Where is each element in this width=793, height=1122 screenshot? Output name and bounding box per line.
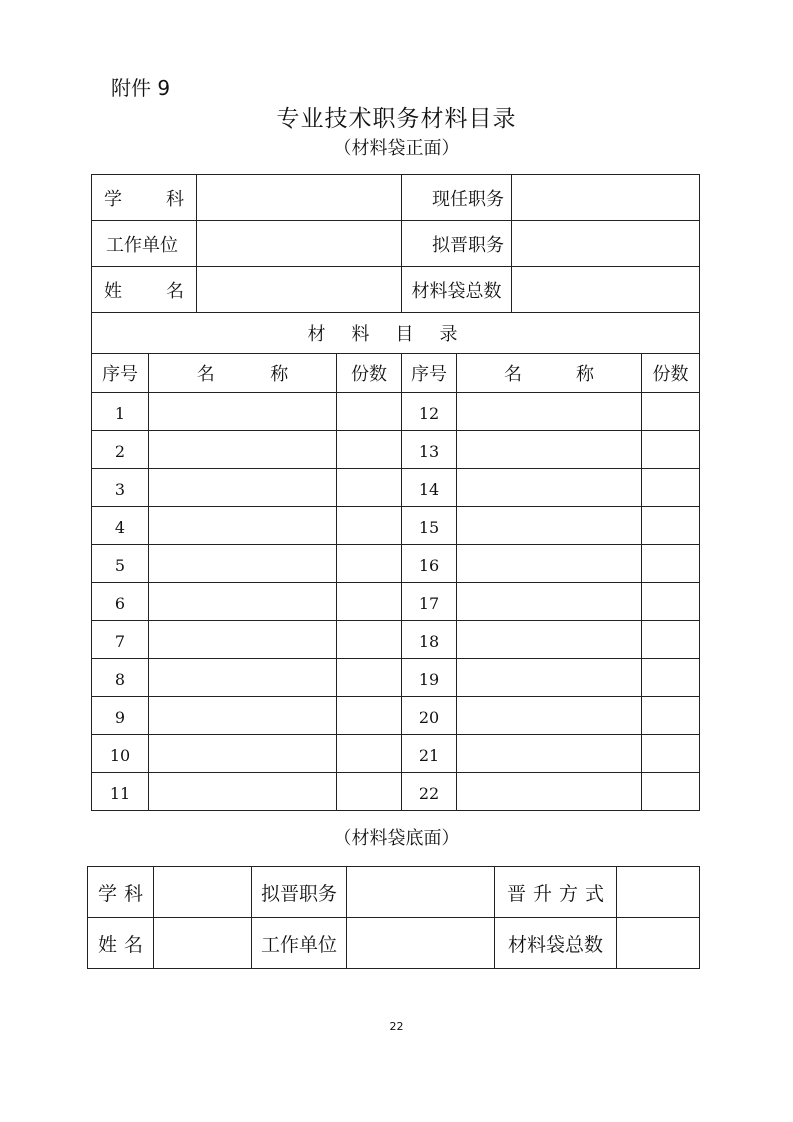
copies-right[interactable]	[642, 697, 700, 735]
material-name-left[interactable]	[149, 697, 337, 735]
copies-left[interactable]	[337, 507, 402, 545]
bag-total-label: 材料袋总数	[402, 267, 512, 313]
attachment-label: 附件 9	[111, 76, 171, 100]
subject-value[interactable]	[197, 175, 402, 221]
material-name-right[interactable]	[457, 583, 642, 621]
seq-right: 21	[402, 735, 457, 773]
material-name-left[interactable]	[149, 507, 337, 545]
back-work-unit-value[interactable]	[347, 918, 495, 969]
copies-right[interactable]	[642, 507, 700, 545]
copies-right[interactable]	[642, 583, 700, 621]
material-name-right[interactable]	[457, 469, 642, 507]
col-copies-right: 份数	[642, 354, 700, 393]
list-row	[92, 735, 700, 773]
material-name-right[interactable]	[457, 507, 642, 545]
material-name-right[interactable]	[457, 659, 642, 697]
name-value[interactable]	[197, 267, 402, 313]
copies-left[interactable]	[337, 545, 402, 583]
seq-right: 16	[402, 545, 457, 583]
seq-left: 5	[92, 545, 149, 583]
copies-left[interactable]	[337, 431, 402, 469]
seq-right: 22	[402, 773, 457, 811]
document-title: 专业技术职务材料目录	[276, 106, 517, 132]
front-table	[91, 174, 700, 811]
seq-left: 11	[92, 773, 149, 811]
subject-label: 学 科	[92, 175, 197, 221]
seq-right: 17	[402, 583, 457, 621]
material-name-left[interactable]	[149, 773, 337, 811]
promotion-method-label: 晋 升 方 式	[495, 867, 617, 918]
back-row-2	[88, 918, 700, 969]
seq-left: 1	[92, 393, 149, 431]
copies-right[interactable]	[642, 621, 700, 659]
seq-left: 4	[92, 507, 149, 545]
back-subject-value[interactable]	[154, 867, 252, 918]
material-name-right[interactable]	[457, 735, 642, 773]
seq-right: 18	[402, 621, 457, 659]
copies-right[interactable]	[642, 659, 700, 697]
material-name-left[interactable]	[149, 583, 337, 621]
header-row	[92, 354, 700, 393]
front-caption: （材料袋正面）	[333, 138, 460, 159]
material-name-right[interactable]	[457, 431, 642, 469]
seq-left: 3	[92, 469, 149, 507]
promotion-method-value[interactable]	[617, 867, 700, 918]
list-row	[92, 659, 700, 697]
back-proposed-position-label: 拟晋职务	[252, 867, 347, 918]
seq-left: 6	[92, 583, 149, 621]
info-row-unit	[92, 221, 700, 267]
copies-right[interactable]	[642, 393, 700, 431]
seq-left: 8	[92, 659, 149, 697]
seq-right: 12	[402, 393, 457, 431]
material-name-left[interactable]	[149, 735, 337, 773]
name-label: 姓 名	[92, 267, 197, 313]
info-row-subject	[92, 175, 700, 221]
info-row-name	[92, 267, 700, 313]
proposed-position-label: 拟 晋 职 务	[402, 221, 512, 267]
section-title: 材料目录	[92, 313, 700, 354]
back-name-label: 姓 名	[88, 918, 154, 969]
list-row	[92, 773, 700, 811]
back-name-value[interactable]	[154, 918, 252, 969]
back-work-unit-label: 工作单位	[252, 918, 347, 969]
seq-left: 9	[92, 697, 149, 735]
seq-left: 7	[92, 621, 149, 659]
back-bag-total-value[interactable]	[617, 918, 700, 969]
material-name-left[interactable]	[149, 621, 337, 659]
back-table	[87, 866, 700, 969]
seq-right: 15	[402, 507, 457, 545]
list-row	[92, 431, 700, 469]
col-copies-left: 份数	[337, 354, 402, 393]
material-name-left[interactable]	[149, 545, 337, 583]
list-row	[92, 393, 700, 431]
list-row	[92, 469, 700, 507]
copies-left[interactable]	[337, 583, 402, 621]
copies-left[interactable]	[337, 469, 402, 507]
copies-right[interactable]	[642, 773, 700, 811]
list-row	[92, 697, 700, 735]
list-row	[92, 545, 700, 583]
copies-left[interactable]	[337, 697, 402, 735]
list-row	[92, 507, 700, 545]
copies-right[interactable]	[642, 431, 700, 469]
material-name-right[interactable]	[457, 773, 642, 811]
bag-total-value[interactable]	[512, 267, 700, 313]
copies-right[interactable]	[642, 735, 700, 773]
material-name-left[interactable]	[149, 431, 337, 469]
back-row-1	[88, 867, 700, 918]
section-row	[92, 313, 700, 354]
copies-left[interactable]	[337, 735, 402, 773]
copies-left[interactable]	[337, 621, 402, 659]
seq-right: 14	[402, 469, 457, 507]
proposed-position-value[interactable]	[512, 221, 700, 267]
list-row	[92, 621, 700, 659]
seq-right: 19	[402, 659, 457, 697]
col-seq-right: 序号	[402, 354, 457, 393]
material-name-right[interactable]	[457, 697, 642, 735]
col-name-right: 名 称	[457, 354, 642, 393]
material-name-left[interactable]	[149, 393, 337, 431]
work-unit-value[interactable]	[197, 221, 402, 267]
back-bag-total-label: 材料袋总数	[495, 918, 617, 969]
current-position-label: 现 任 职 务	[402, 175, 512, 221]
material-name-left[interactable]	[149, 469, 337, 507]
material-name-right[interactable]	[457, 545, 642, 583]
page-number: 22	[389, 1020, 404, 1033]
back-subject-label: 学 科	[88, 867, 154, 918]
seq-left: 2	[92, 431, 149, 469]
material-name-right[interactable]	[457, 393, 642, 431]
seq-right: 20	[402, 697, 457, 735]
current-position-value[interactable]	[512, 175, 700, 221]
material-name-right[interactable]	[457, 621, 642, 659]
copies-left[interactable]	[337, 773, 402, 811]
material-name-left[interactable]	[149, 659, 337, 697]
col-name-left: 名 称	[149, 354, 337, 393]
col-seq-left: 序号	[92, 354, 149, 393]
list-row	[92, 583, 700, 621]
work-unit-label: 工作单位	[92, 221, 197, 267]
back-caption: （材料袋底面）	[333, 828, 460, 849]
back-proposed-position-value[interactable]	[347, 867, 495, 918]
copies-left[interactable]	[337, 393, 402, 431]
copies-right[interactable]	[642, 545, 700, 583]
copies-right[interactable]	[642, 469, 700, 507]
copies-left[interactable]	[337, 659, 402, 697]
seq-right: 13	[402, 431, 457, 469]
seq-left: 10	[92, 735, 149, 773]
